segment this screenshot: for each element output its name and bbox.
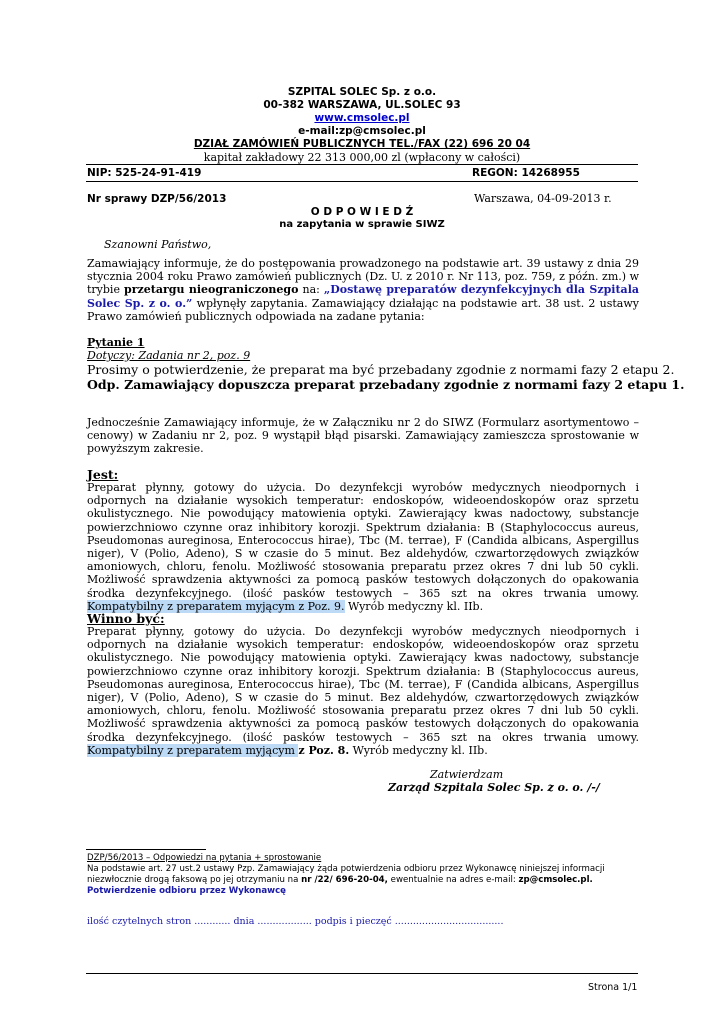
case-number: Nr sprawy DZP/56/2013 (87, 193, 227, 205)
footer-legal-2 (87, 875, 647, 886)
regon: REGON: 14268955 (472, 167, 580, 179)
footer-email: zp@cmsolec.pl. (518, 875, 593, 885)
intro-text-2: na: (298, 283, 324, 297)
question-text: Prosimy o potwierdzenie, że preparat ma być przebadany zgodnie z normami fazy 2 etapu 2. (87, 362, 675, 377)
nip: NIP: 525-24-91-419 (87, 167, 202, 179)
should-tail: Wyrób medyczny kl. IIb. (349, 743, 488, 757)
page-number: Strona 1/1 (588, 982, 638, 993)
document-subtitle: na zapytania w sprawie SIWZ (279, 219, 445, 230)
header-divider (86, 164, 638, 165)
question-answer: Odp. Zamawiający dopuszcza preparat przebadany zgodnie z normami fazy 2 etapu 1. (87, 377, 685, 392)
question-concerns: Dotyczy: Zadania nr 2, poz. 9 (87, 349, 251, 362)
approval-signatory: Zarząd Szpitala Solec Sp. z o. o. /-/ (388, 781, 600, 794)
footer-legal-1: Na podstawie art. 27 ust.2 ustawy Pzp. Zamawiający żąda potwierdzenia odbioru przez Wykonawcę niniejszej informacji (87, 864, 605, 874)
intro-paragraph (87, 257, 639, 323)
department-line: DZIAŁ ZAMÓWIEŃ PUBLICZNYCH TEL./FAX (22) 696 20 04 (193, 138, 531, 150)
is-tail: Wyrób medyczny kl. IIb. (344, 599, 484, 613)
should-highlight-bold: z Poz. 8. (298, 743, 350, 757)
tender-subject: „Dostawę preparatów dezynfekcyjnych dla Szpitala Solec Sp. z o. o.” (87, 283, 639, 310)
place-date: Warszawa, 04-09-2013 r. (474, 192, 612, 205)
org-name: SZPITAL SOLEC Sp. z o.o. (287, 86, 437, 98)
should-body (87, 625, 639, 757)
intro-text-3: wpłynęły zapytania. Zamawiający działając na podstawie art. 38 ust. 2 ustawy Prawo zamówień publicznych odpowiada na zadane pytania: (87, 296, 639, 323)
department-row (0, 138, 724, 151)
website-link[interactable]: www.cmsolec.pl (314, 112, 410, 124)
correction-note: Jednocześnie Zamawiający informuje, że w Załączniku nr 2 do SIWZ (Formularz asortymentowo – cenowy) w Zadaniu nr 2, poz. 9 wystąpił błąd pisarski. Zamawiający zamieszcza sprostowanie w powyższym zakresie. (87, 416, 639, 456)
footer-confirmation: Potwierdzenie odbioru przez Wykonawcę (87, 886, 286, 896)
approval-label: Zatwierdzam (430, 768, 504, 781)
page-bottom-divider (86, 973, 638, 974)
document-title: O D P O W I E D Ź (310, 206, 414, 218)
footer-legal-2a: niezwłocznie drogą faksową po jej otrzymaniu na (87, 875, 302, 885)
should-heading: Winno być: (87, 611, 165, 626)
footer-form-line: ilość czytelnych stron ............ dnia .................. podpis i pieczęć .................................... (87, 916, 504, 927)
org-email: e-mail:zp@cmsolec.pl (298, 125, 426, 137)
website-row (0, 112, 724, 125)
is-highlight: Kompatybilny z preparatem myjącym z Poz. 9. (87, 599, 345, 613)
footer-doc-ref (87, 853, 321, 864)
is-heading: Jest: (87, 467, 119, 482)
tender-type: przetargu nieograniczonego (124, 283, 299, 297)
capital-line: kapitał zakładowy 22 313 000,00 zl (wpłacony w całości) (203, 151, 521, 164)
intro-text-1: Zamawiający informuje, że do postępowania prowadzonego na podstawie art. 39 ustawy z dnia 29 stycznia 2004 roku Prawo zamówień publicznych (Dz. U. z 2010 r. Nr 113, poz. 759, z późn. zm.) w trybie (87, 257, 639, 297)
footer-fax: nr /22/ 696-20-04, (301, 875, 388, 885)
is-body-text: Preparat płynny, gotowy do użycia. Do dezynfekcji wyrobów medycznych nieodpornych i odpornych na działanie wysokich temperatur: endoskopów, wideoendoskopów oraz sprzetu okulistycznego. Nie powodujący matowienia optyki. Zawierający kwas nadoctowy, substancje powierzchniowo czynne oraz inhibitory korozji. Spektrum działania: B (Staphylococcus aureus, Pseudomonas aureginosa, Enterococcus hirae), Tbc (M. terrae), F (Candida albicans, Aspergillus niger), V (Polio, Adeno), S w czasie do 5 minut. Bez aldehydów, czwartorzędowych związków amoniowych, chloru, fenolu. Możliwość stosowania preparatu przez okres 7 dni lub 50 cykli. Możliwość sprawdzenia aktywności za pomocą pasków testowych dołączonych do opakowania środka dezynfekcyjnego. (ilość pasków testowych – 365 szt na okres trwania umowy. (87, 481, 639, 600)
question-heading: Pytanie 1 (87, 336, 145, 349)
should-highlight: Kompatybilny z preparatem myjącym (87, 743, 299, 757)
nip-divider (86, 181, 638, 182)
footer-legal-2b: ewentualnie na adres e-mail: (387, 875, 519, 885)
footer-divider (86, 849, 206, 850)
footer-doc-ref-text: DZP/56/2013 – Odpowiedzi na pytania + sprostowanie (87, 853, 322, 863)
is-body (87, 481, 639, 613)
should-body-text: Preparat płynny, gotowy do użycia. Do dezynfekcji wyrobów medycznych nieodpornych i odpornych na działanie wysokich temperatur: endoskopów, wideoendoskopów oraz sprzetu okulistycznego. Nie powodujący matowienia optyki. Zawierający kwas nadoctowy, substancje powierzchniowo czynne oraz inhibitory korozji. Spektrum działania: B (Staphylococcus aureus, Pseudomonas aureginosa, Enterococcus hirae), Tbc (M. terrae), F (Candida albicans, Aspergillus niger), V (Polio, Adeno), S w czasie do 5 minut. Bez aldehydów, czwartorzędowych związków amoniowych, chloru, fenolu. Możliwość stosowania preparatu przez okres 7 dni lub 50 cykli. Możliwość sprawdzenia aktywności za pomocą pasków testowych dołączonych do opakowania środka dezynfekcyjnego. (ilość pasków testowych – 365 szt na okres trwania umowy. (87, 625, 639, 744)
salutation: Szanowni Państwo, (104, 238, 212, 251)
org-address: 00-382 WARSZAWA, UL.SOLEC 93 (263, 99, 461, 111)
